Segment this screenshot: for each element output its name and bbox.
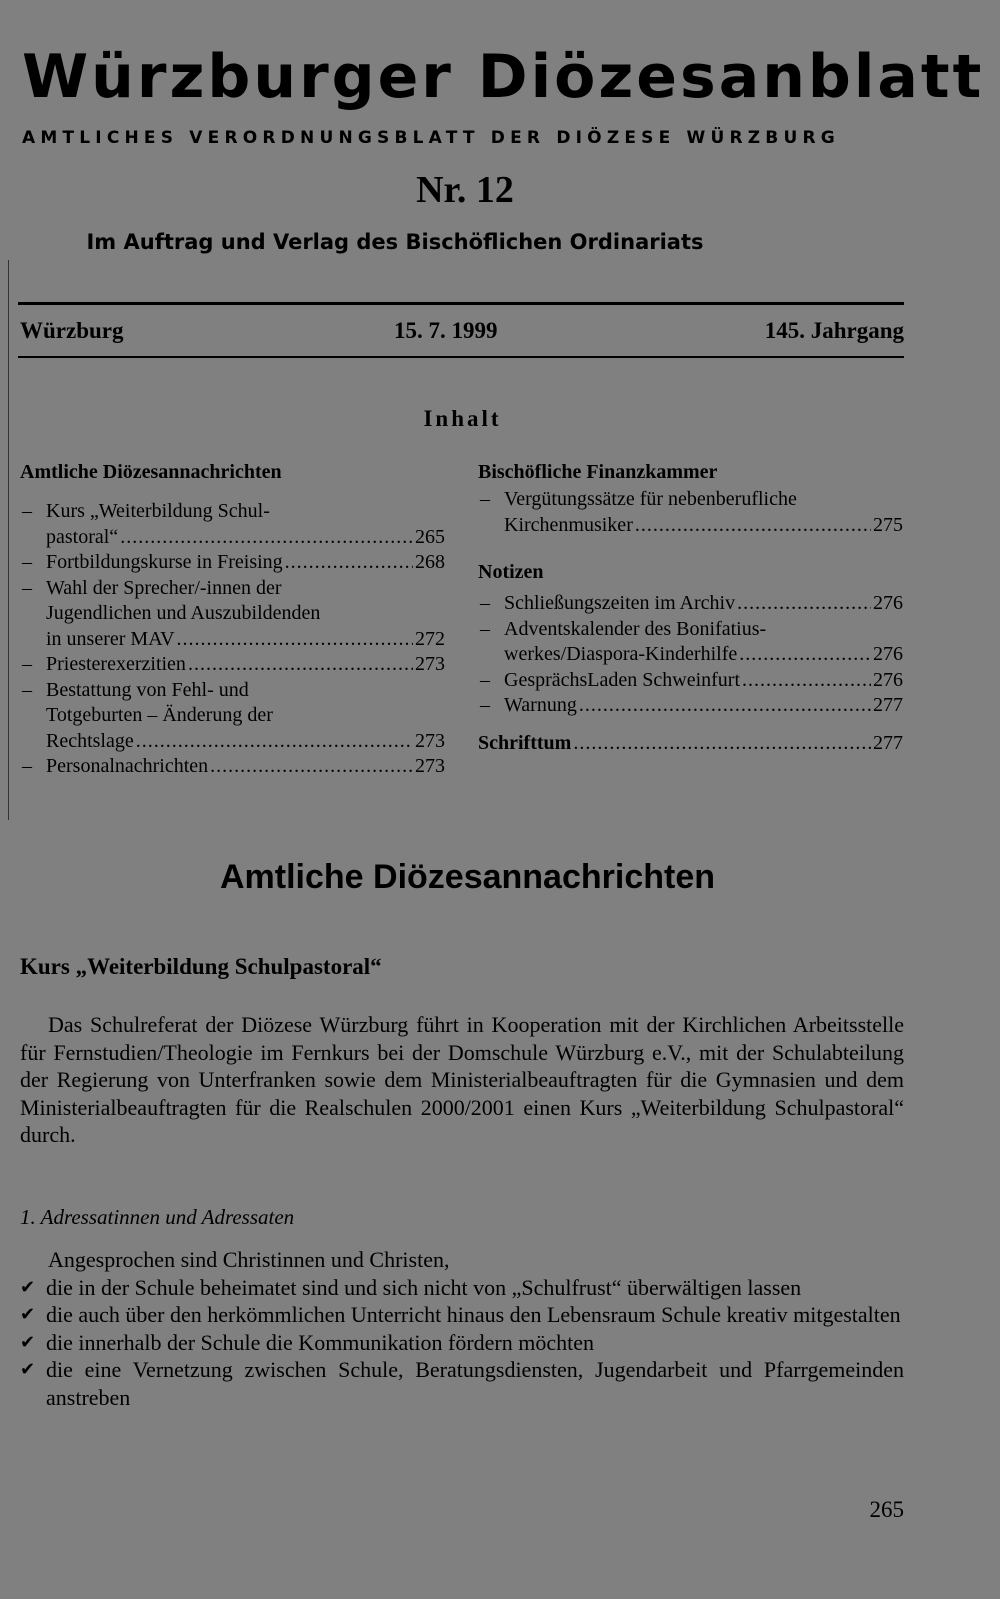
toc-entry-text-line: Kurs „Weiterbildung Schul- — [46, 500, 270, 522]
masthead-subtitle: AMTLICHES VERORDNUNGSBLATT DER DIÖZESE WÜRZBURG — [22, 128, 840, 148]
toc-entry-text-line: Adventskalender des Bonifatius- — [504, 617, 767, 640]
toc-leader-dots — [739, 642, 871, 668]
toc-entry[interactable] — [478, 693, 903, 719]
toc-leader-dots — [579, 693, 871, 719]
toc-entry-page: 272 — [415, 627, 445, 650]
toc-entry-page: 275 — [873, 513, 903, 536]
toc-entry-last-line — [504, 642, 903, 668]
toc-entry-last-line — [504, 668, 903, 694]
toc-heading: Inhalt — [423, 406, 502, 431]
toc-entry-label: Kirchenmusiker — [504, 513, 633, 536]
article-paragraph: Das Schulreferat der Diözese Würzburg führt in Kooperation mit der Kirchlichen Arbeitsstelle für Fernstudien/Theologie im Fernkurs bei der Domschule Würzburg e.V., mit der Schulabteilung der Regierung von Unterfranken sowie dem Ministerialbeauftragten für die Gymnasien und dem Ministerialbeauftragten für die Realschulen 2000/2001 einen Kurs „Weiterbildung Schulpastoral“ durch. — [20, 1012, 904, 1147]
toc-entry-label: Fortbildungskurse in Freising — [46, 551, 283, 573]
toc-entry-page: 265 — [415, 525, 445, 548]
toc-section-title: Amtliche Diözesannachrichten — [20, 461, 282, 483]
toc-leader-dots — [573, 731, 871, 757]
toc-leader-dots — [136, 729, 413, 755]
toc-entry-schrifttum[interactable] — [478, 731, 903, 757]
toc-leader-dots — [742, 668, 871, 694]
toc-entry-label: Schrifttum — [478, 731, 572, 754]
toc-entry[interactable] — [478, 487, 903, 538]
check-items — [20, 1274, 904, 1412]
toc-entry-label: Rechtslage — [46, 729, 134, 752]
publisher-line: Im Auftrag und Verlag des Bischöflichen Ordinariats — [86, 230, 704, 254]
checkmark-icon: ✔ — [20, 1276, 36, 1298]
toc-entry-text-line: Bestattung von Fehl- und — [46, 678, 249, 701]
checkmark-icon: ✔ — [20, 1359, 36, 1380]
toc-entry-last-line — [504, 591, 903, 617]
toc-entry[interactable] — [20, 576, 445, 653]
list-item — [20, 1301, 904, 1329]
subsection-heading: 1. Adressatinnen und Adressaten — [20, 1205, 295, 1229]
toc-leader-dots — [635, 513, 871, 539]
toc-right-items-notes — [478, 591, 903, 719]
toc-entry-text-line: Vergütungssätze für nebenberufliche — [504, 488, 797, 510]
toc-left-items — [20, 499, 445, 780]
toc-entry-dash: – — [22, 576, 32, 599]
toc-entry-last-line — [46, 729, 445, 755]
list-item — [20, 1356, 904, 1411]
toc-entry-dash: – — [22, 653, 32, 675]
toc-leader-dots — [188, 652, 413, 678]
toc-entry-label: Warnung — [504, 694, 577, 716]
toc-entry-dash: – — [480, 488, 490, 510]
toc-entry-page: 273 — [415, 729, 445, 752]
margin-rule — [8, 260, 9, 820]
toc-entry-text-line: Totgeburten – Änderung der — [46, 704, 273, 726]
toc-entry[interactable] — [20, 550, 445, 576]
article-title: Kurs „Weiterbildung Schulpastoral“ — [20, 954, 382, 979]
toc-entry[interactable] — [20, 678, 445, 755]
toc-entry-page: 277 — [873, 694, 903, 716]
toc-entry-page: 276 — [873, 643, 903, 665]
toc-entry[interactable] — [20, 754, 445, 780]
toc-entry-text-line: Jugendlichen und Auszubildenden — [46, 602, 321, 624]
toc-entry-last-line — [46, 754, 445, 780]
toc-entry-last-line — [46, 627, 445, 653]
toc-entry-dash: – — [22, 500, 32, 522]
toc-entry-label: werkes/Diaspora-Kinderhilfe — [504, 643, 738, 665]
list-item-text: die eine Vernetzung zwischen Schule, Beratungsdiensten, Jugendarbeit und Pfarrgemeinden anstreben — [46, 1357, 904, 1410]
toc-leader-dots — [285, 550, 413, 576]
toc-section-title: Notizen — [478, 561, 544, 583]
toc-right-items-finance — [478, 487, 903, 538]
toc-entry-page: 273 — [415, 755, 445, 777]
toc-entry-last-line — [46, 550, 445, 576]
toc-entry-page: 276 — [873, 592, 903, 614]
audience-list — [20, 1246, 904, 1411]
toc-entry-dash: – — [22, 678, 32, 701]
issue-date: 15. 7. 1999 — [394, 318, 498, 343]
toc-entry-text-line: Wahl der Sprecher/-innen der — [46, 576, 282, 599]
article-body — [20, 1011, 904, 1149]
toc-entry-dash: – — [480, 668, 490, 691]
toc-entry-dash: – — [22, 755, 32, 777]
list-item-text: die innerhalb der Schule die Kommunikation fördern möchten — [46, 1329, 595, 1355]
list-item — [20, 1274, 904, 1302]
toc-entry-page: 277 — [873, 731, 903, 754]
toc-entry-page: 268 — [415, 551, 445, 573]
toc-entry-dash: – — [480, 617, 490, 640]
toc-entry[interactable] — [478, 591, 903, 617]
masthead-title: Würzburger Diözesanblatt — [22, 42, 985, 112]
issue-number: Nr. 12 — [416, 169, 514, 211]
toc-entry-last-line — [46, 525, 445, 551]
toc-entry-page: 276 — [873, 668, 903, 691]
checkmark-icon: ✔ — [20, 1304, 36, 1325]
list-intro: Angesprochen sind Christinnen und Christen, — [48, 1247, 450, 1272]
toc-leader-dots — [177, 627, 413, 653]
toc-entry-label: GesprächsLaden Schweinfurt — [504, 668, 741, 691]
toc-entry[interactable] — [478, 668, 903, 694]
toc-entry-label: Schließungszeiten im Archiv — [504, 592, 736, 614]
toc-entry[interactable] — [478, 617, 903, 668]
issue-place: Würzburg — [20, 318, 124, 343]
section-title: Amtliche Diözesannachrichten — [219, 858, 715, 896]
toc-entry-label: in unserer MAV — [46, 627, 175, 650]
page-number: 265 — [869, 1497, 904, 1522]
toc-entry-dash: – — [22, 551, 32, 573]
toc-entry-last-line — [504, 513, 903, 539]
toc-entry[interactable] — [20, 652, 445, 678]
list-item — [20, 1329, 904, 1357]
list-item-text: die auch über den herkömmlichen Unterricht hinaus den Lebensraum Schule kreativ mitgestalten — [46, 1302, 901, 1327]
toc-section-title: Bischöfliche Finanzkammer — [478, 461, 718, 483]
header-rule-bottom — [18, 356, 904, 358]
toc-entry[interactable] — [20, 499, 445, 550]
toc-entry-dash: – — [480, 592, 490, 614]
checkmark-icon: ✔ — [20, 1331, 36, 1353]
toc-right-column — [478, 460, 903, 756]
toc-entry-label: pastoral“ — [46, 525, 119, 548]
toc-leader-dots — [737, 591, 871, 617]
issue-volume: 145. Jahrgang — [764, 318, 904, 343]
toc-entry-label: Personalnachrichten — [46, 755, 209, 777]
toc-left-column — [20, 460, 445, 780]
toc-entry-dash: – — [480, 694, 490, 716]
toc-entry-last-line — [504, 693, 903, 719]
header-rule-top — [18, 302, 904, 305]
toc-entry-page: 273 — [415, 653, 445, 675]
list-item-text: die in der Schule beheimatet sind und sich nicht von „Schulfrust“ überwältigen lassen — [46, 1274, 802, 1300]
toc-entry-label: Priesterexerzitien — [46, 653, 186, 675]
toc-entry-last-line — [46, 652, 445, 678]
toc-leader-dots — [210, 754, 413, 780]
toc-leader-dots — [120, 525, 413, 551]
